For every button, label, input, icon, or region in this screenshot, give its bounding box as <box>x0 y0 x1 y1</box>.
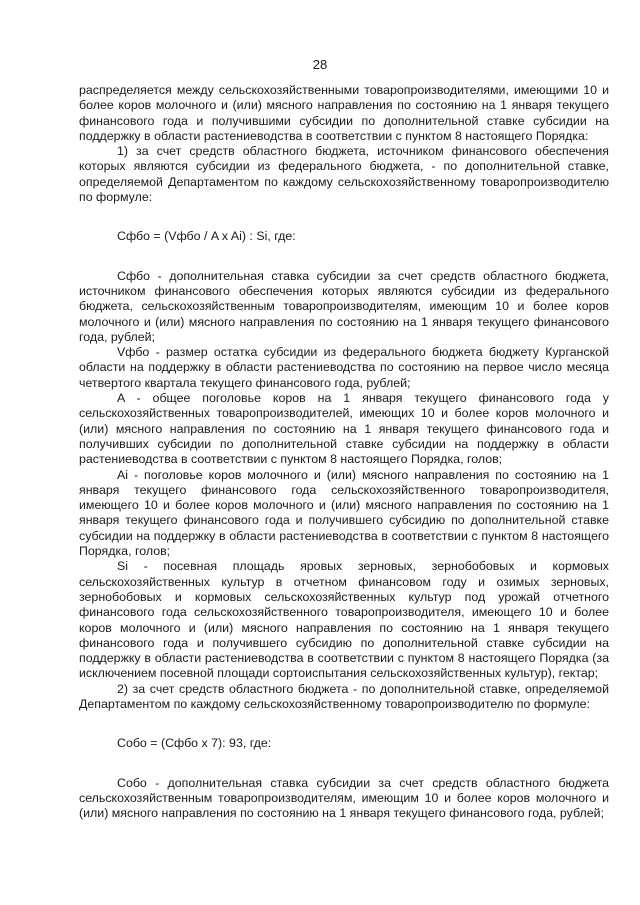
document-body <box>79 83 609 821</box>
paragraph-item-2: 2) за счет средств областного бюджета - по дополнительной ставке, определяемой Департаментом по каждому сельскохозяйственному товаропроизводителю по формуле: <box>79 681 609 711</box>
definition-a: A - общее поголовье коров на 1 января текущего финансового года у сельскохозяйственных товаропроизводителей, имеющих 10 и более коров молочного и (или) мясного направления по состоянию на 1 января текущего финансового года и получивших субсидии по дополнительной ставке субсидии на поддержку в области растениеводства в соответствии с пунктом 8 настоящего Порядка, голов; <box>79 391 609 467</box>
definition-sobo: Собо - дополнительная ставка субсидии за счет средств областного бюджета сельскохозяйственным товаропроизводителям, имеющим 10 и более коров молочного и (или) мясного направления по состоянию на 1 января текущего финансового года, рублей; <box>79 775 609 821</box>
paragraph-item-1: 1) за счет средств областного бюджета, источником финансового обеспечения которых являются субсидии из федерального бюджета, - по дополнительной ставке, определяемой Департаментом по каждому сельскохозяйственному товаропроизводителю по формуле: <box>79 144 609 205</box>
formula-sfbo: Сфбо = (Vфбо / A x Ai) : Si, где: <box>117 229 296 244</box>
formula-sobo: Собо = (Сфбо x 7): 93, где: <box>117 736 272 751</box>
definition-sfbo: Сфбо - дополнительная ставка субсидии за счет средств областного бюджета, источником финансового обеспечения которых являются субсидии из федерального бюджета, сельскохозяйственным товаропроизводителям, имеющим 10 и более коров молочного и (или) мясного направления по состоянию на 1 января текущего финансового года, рублей; <box>79 268 609 344</box>
definition-ai: Ai - поголовье коров молочного и (или) мясного направления по состоянию на 1 января текущего финансового года сельскохозяйственного товаропроизводителя, имеющего 10 и более коров молочного и (или) мясного направления по состоянию на 1 января текущего финансового года и получившего субсидию по дополнительной ставке субсидии на поддержку в области растениеводства в соответствии с пунктом 8 настоящего Порядка, голов; <box>79 467 609 559</box>
page-number: 28 <box>312 57 328 72</box>
paragraph-distribution: распределяется между сельскохозяйственными товаропроизводителями, имеющими 10 и более коров молочного и (или) мясного направления по состоянию на 1 января текущего финансового года и получившими субсидии по дополнительной ставке субсидии на поддержку в области растениеводства в соответствии с пунктом 8 настоящего Порядка: <box>79 83 609 143</box>
definition-si: Si - посевная площадь яровых зерновых, зернобобовых и кормовых сельскохозяйственных культур в отчетном финансовом году и озимых зерновых, зернобобовых и кормовых сельскохозяйственных культур под урожай отчетного финансового года сельскохозяйственного товаропроизводителя, имеющего 10 и более коров молочного и (или) мясного направления по состоянию на 1 января текущего финансового года и получившего субсидию по дополнительной ставке субсидии на поддержку в области растениеводства в соответствии с пунктом 8 настоящего Порядка (за исключением посевной площади сортоиспытания сельскохозяйственных культур), гектар; <box>79 559 609 681</box>
definition-vfbo: Vфбо - размер остатка субсидии из федерального бюджета бюджету Курганской области на поддержку в области растениеводства по состоянию на первое число месяца четвертого квартала текущего финансового года, рублей; <box>79 345 609 390</box>
